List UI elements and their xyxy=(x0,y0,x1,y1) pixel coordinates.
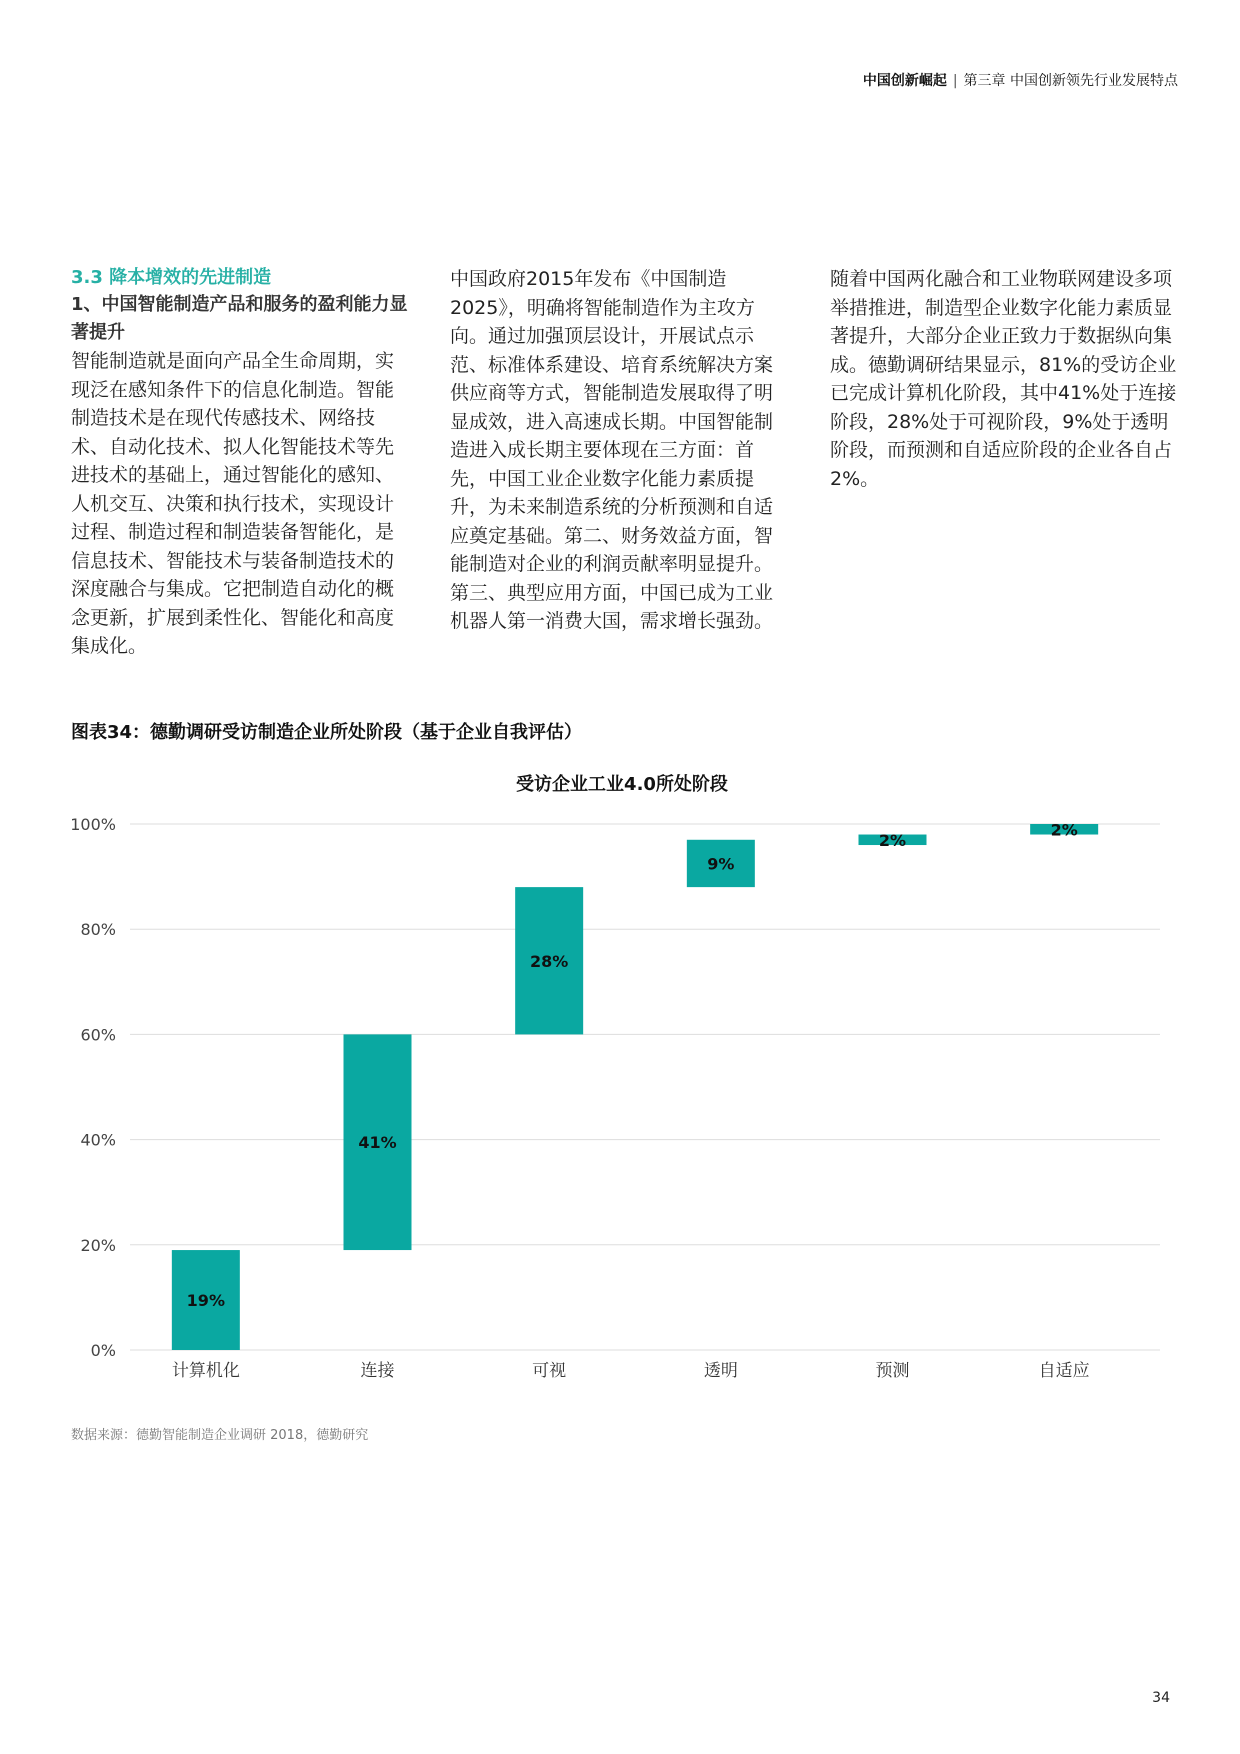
data-source-note: 数据来源：德勤智能制造企业调研 2018，德勤研究 xyxy=(71,1428,369,1443)
bars xyxy=(172,820,1098,1350)
bar-value-label: 2% xyxy=(878,830,907,850)
y-tick-label: 20% xyxy=(80,1235,116,1255)
column-3-body: 随着中国两化融合和工业物联网建设多项举措推进，制造型企业数字化能力素质显著提升，大部分企业正致力于数据纵向集成。德勤调研结果显示，81%的受访企业已完成计算机化阶段，其中41%处于连接阶段，28%处于可视阶段，9%处于透明阶段，而预测和自适应阶段的企业各自占2%。 xyxy=(830,268,1177,490)
y-tick-label: 0% xyxy=(90,1341,116,1360)
y-tick-label: 80% xyxy=(80,920,116,940)
chart-title: 受访企业工业4.0所处阶段 xyxy=(516,774,728,795)
y-tick-label: 40% xyxy=(80,1130,116,1150)
column-2-body: 中国政府2015年发布《中国制造2025》，明确将智能制造作为主攻方向。通过加强顶层设计，开展试点示范、标准体系建设、培育系统解决方案供应商等方式，智能制造发展取得了明显成效，进入高速成长期。中国智能制造进入成长期主要体现在三方面：首先，中国工业企业数字化能力素质提升，为未来制造系统的分析预测和自适应奠定基础。第二、财务效益方面，智能制造对企业的利润贡献率明显提升。第三、典型应用方面，中国已成为工业机器人第一消费大国，需求增长强劲。 xyxy=(450,268,774,632)
x-tick-label: 预测 xyxy=(875,1361,910,1381)
page-number: 34 xyxy=(1152,1690,1170,1706)
bar-value-label: 2% xyxy=(1050,820,1078,840)
x-axis-ticks xyxy=(172,1361,1090,1381)
bar-value-label: 28% xyxy=(530,951,569,971)
waterfall-chart xyxy=(0,760,1240,1400)
page-header xyxy=(863,70,1178,90)
bar-value-label: 19% xyxy=(186,1291,225,1311)
x-tick-label: 可视 xyxy=(532,1361,567,1381)
bar-value-label: 41% xyxy=(358,1133,397,1153)
x-tick-label: 计算机化 xyxy=(171,1361,240,1381)
section-title: 3.3 降本增效的先进制造 xyxy=(71,267,272,288)
x-tick-label: 透明 xyxy=(703,1361,738,1381)
gridlines xyxy=(130,824,1160,1350)
y-tick-label: 60% xyxy=(80,1025,116,1045)
subsection-title: 1、中国智能制造产品和服务的盈利能力显著提升 xyxy=(71,294,408,343)
x-tick-label: 连接 xyxy=(360,1361,395,1381)
x-tick-label: 自适应 xyxy=(1038,1361,1090,1381)
bar-value-label: 9% xyxy=(707,854,735,874)
text-column-3 xyxy=(830,265,1180,493)
y-axis-ticks xyxy=(70,815,116,1360)
text-column-2 xyxy=(450,265,790,636)
y-tick-label: 100% xyxy=(70,815,116,834)
figure-caption: 图表34：德勤调研受访制造企业所处阶段（基于企业自我评估） xyxy=(71,722,583,743)
report-title: 中国创新崛起 xyxy=(862,73,947,89)
chapter-title: 第三章 中国创新领先行业发展特点 xyxy=(963,73,1178,89)
header-separator: | xyxy=(952,73,958,89)
column-1-body: 智能制造就是面向产品全生命周期，实现泛在感知条件下的信息化制造。智能制造技术是在现代传感技术、网络技术、自动化技术、拟人化智能技术等先进技术的基础上，通过智能化的感知、人机交互、决策和执行技术，实现设计过程、制造过程和制造装备智能化，是信息技术、智能技术与装备制造技术的深度融合与集成。它把制造自动化的概念更新，扩展到柔性化、智能化和高度集成化。 xyxy=(71,350,395,657)
text-column-1 xyxy=(71,265,411,661)
